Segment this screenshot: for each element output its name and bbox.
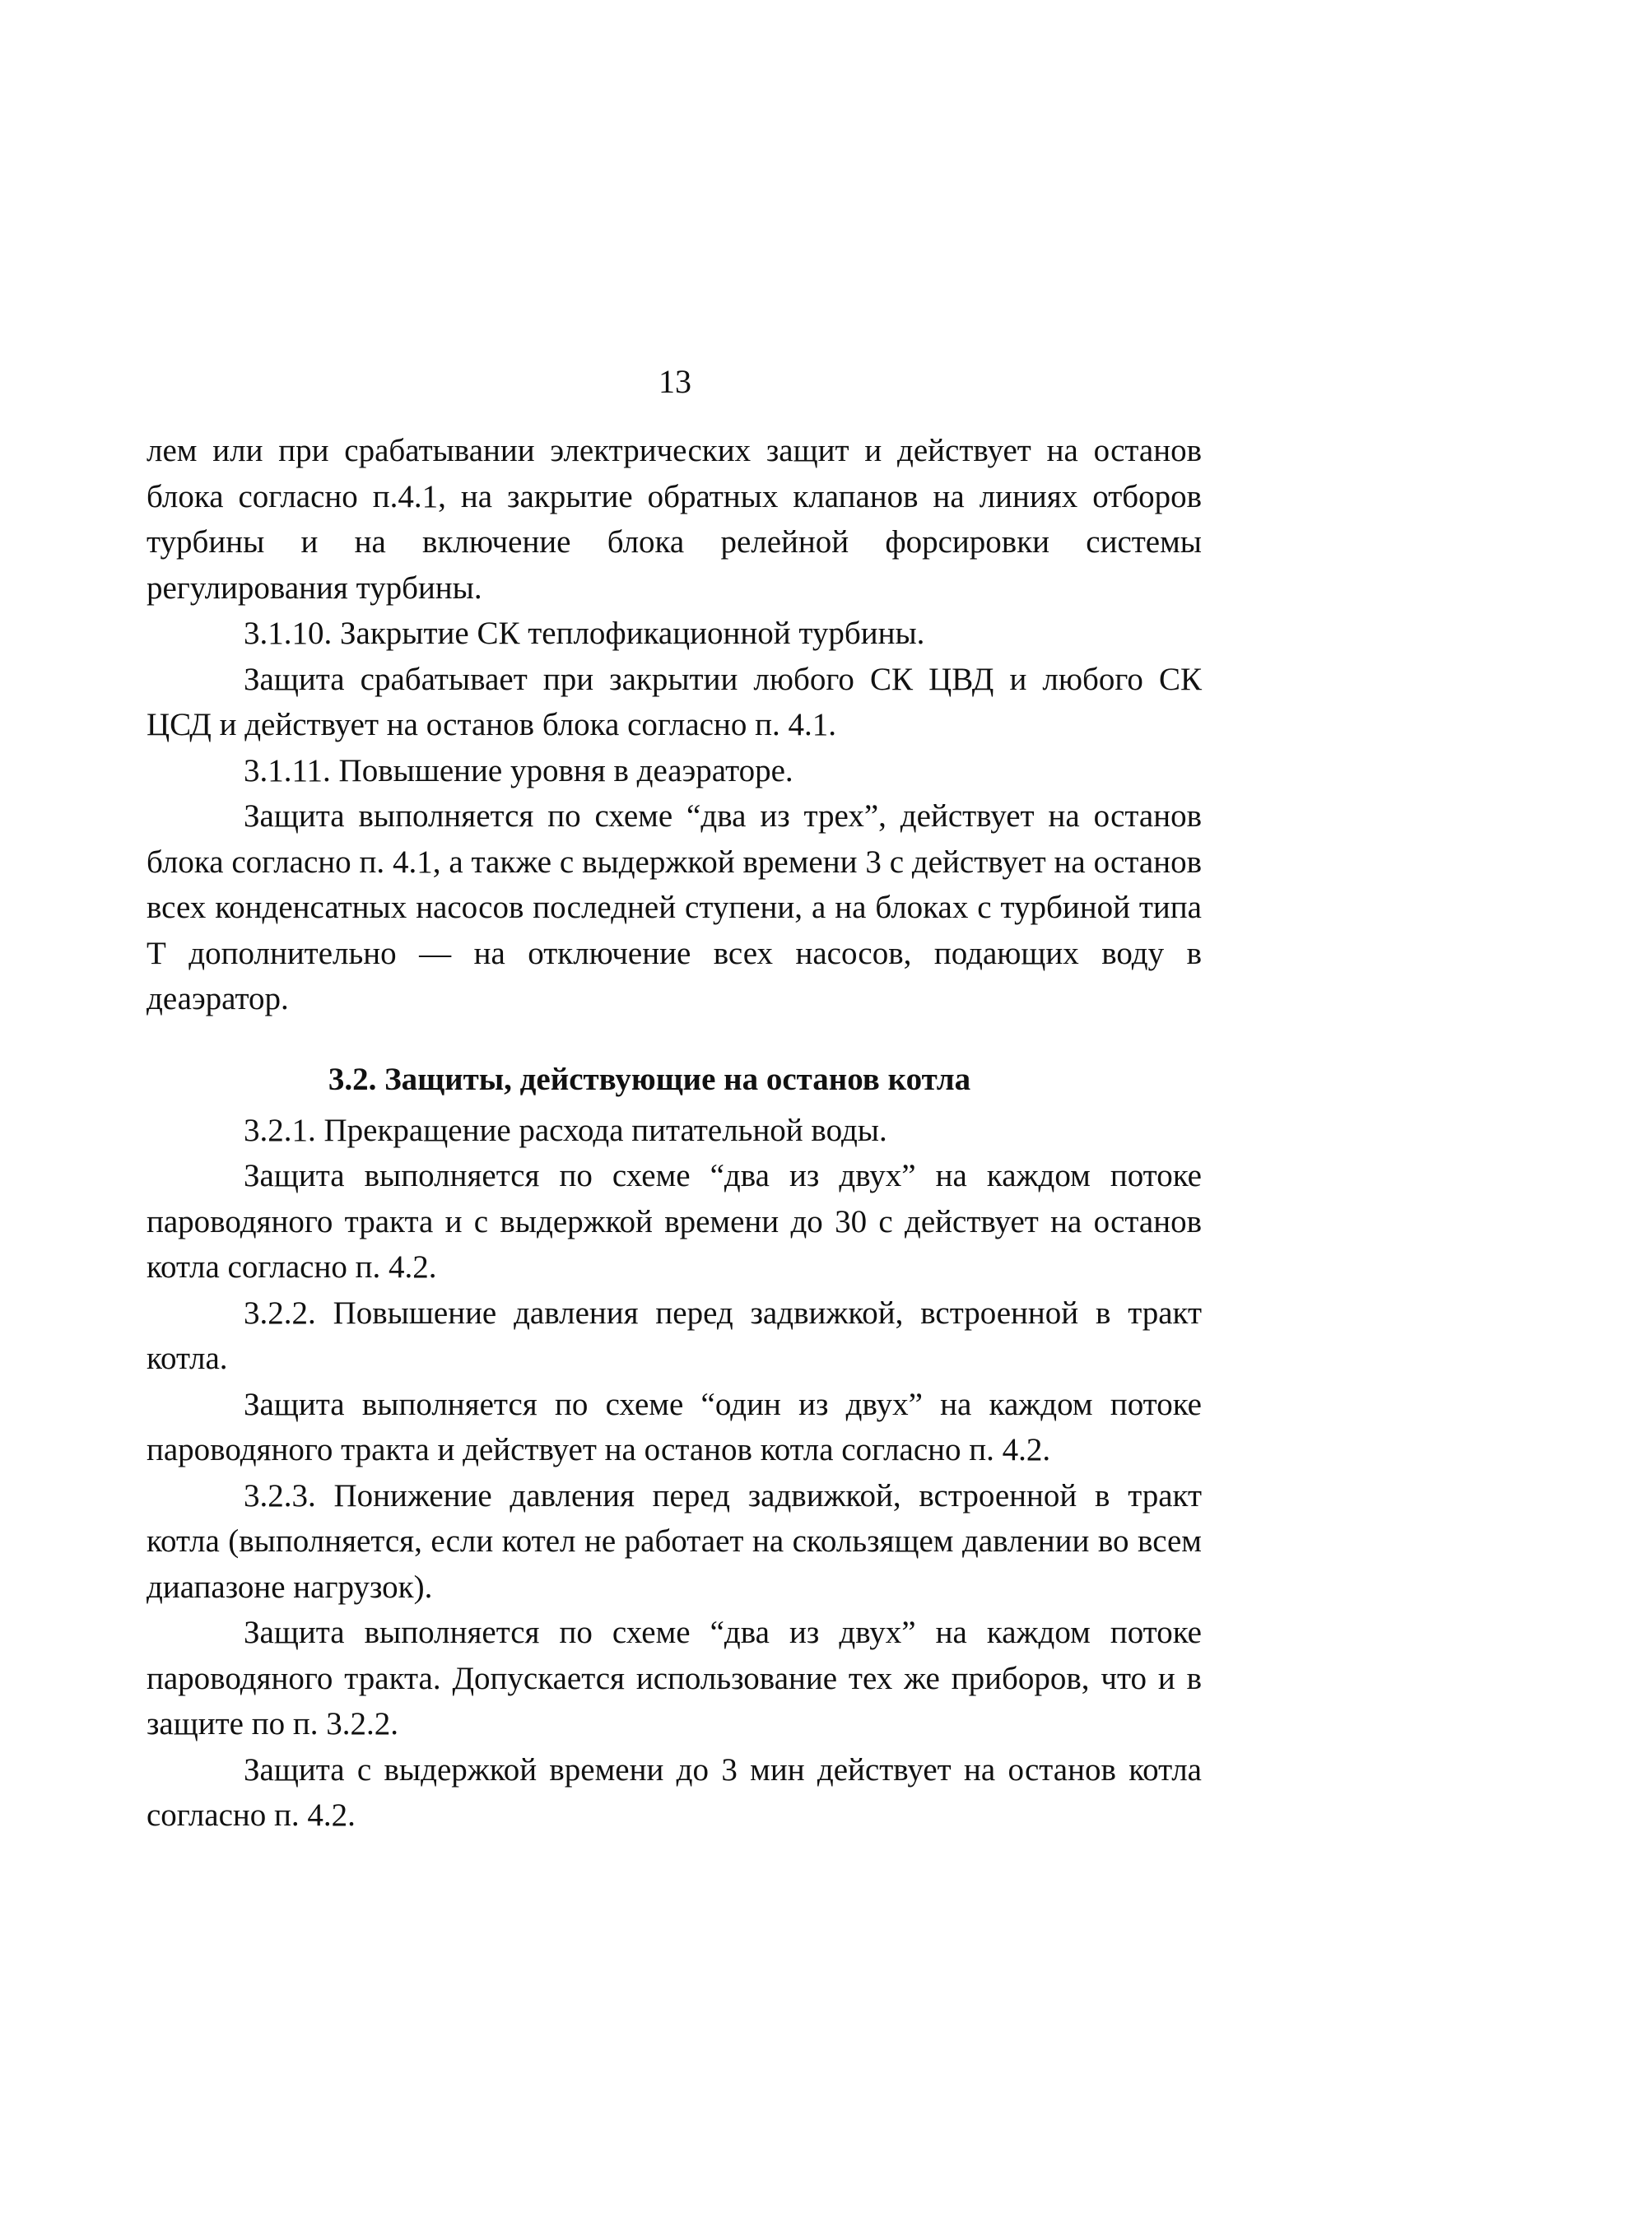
clause-3-2-3-title: 3.2.3. Понижение давления перед задвижкой, встроенной в тракт котла (выполняется, если котел не работает на скользящем давлении во всем диапазоне нагрузок).: [147, 1477, 1202, 1605]
clause-3-1-10-text: Защита срабатывает при закрытии любого СК ЦВД и любого СК ЦСД и действует на останов блока согласно п. 4.1.: [147, 661, 1202, 742]
clause-3-1-11-title: 3.1.11. Повышение уровня в деаэраторе.: [244, 752, 793, 788]
clause-3-2-2-title: 3.2.2. Повышение давления перед задвижкой, встроенной в тракт котла.: [147, 1295, 1202, 1376]
document-body: [147, 428, 1202, 1839]
clause-3-2-3-delay-text: Защита с выдержкой времени до 3 мин действует на останов котла согласно п. 4.2.: [147, 1751, 1202, 1833]
paragraph-continuation: лем или при срабатывании электрических защит и действует на останов блока согласно п.4.1, на закрытие обратных клапанов на линиях отборов турбины и на включение блока релейной форсировки системы регулирования турбины.: [147, 433, 1202, 606]
page-number: 13: [658, 363, 691, 400]
section-heading-3-2: 3.2. Защиты, действующие на останов котла: [328, 1061, 971, 1097]
clause-3-1-10-title: 3.1.10. Закрытие СК теплофикационной турбины.: [244, 616, 925, 651]
clause-3-2-1-title: 3.2.1. Прекращение расхода питательной воды.: [244, 1112, 887, 1148]
clause-3-2-3-text: Защита выполняется по схеме “два из двух” на каждом потоке пароводяного тракта. Допускается использование тех же приборов, что и в защите по п. 3.2.2.: [147, 1615, 1202, 1741]
clause-3-2-2-text: Защита выполняется по схеме “один из двух” на каждом потоке пароводяного тракта и действует на останов котла согласно п. 4.2.: [147, 1386, 1202, 1467]
clause-3-1-11-text: Защита выполняется по схеме “два из трех”, действует на останов блока согласно п. 4.1, а также с выдержкой времени 3 с действует на останов всех конденсатных насосов последней ступени, а на блоках с турбиной типа Т дополнительно — на отключение всех насосов, подающих воду в деаэратор.: [147, 798, 1202, 1016]
clause-3-2-1-text: Защита выполняется по схеме “два из двух” на каждом потоке пароводяного тракта и с выдержкой времени до 30 с действует на останов котла согласно п. 4.2.: [147, 1158, 1202, 1285]
